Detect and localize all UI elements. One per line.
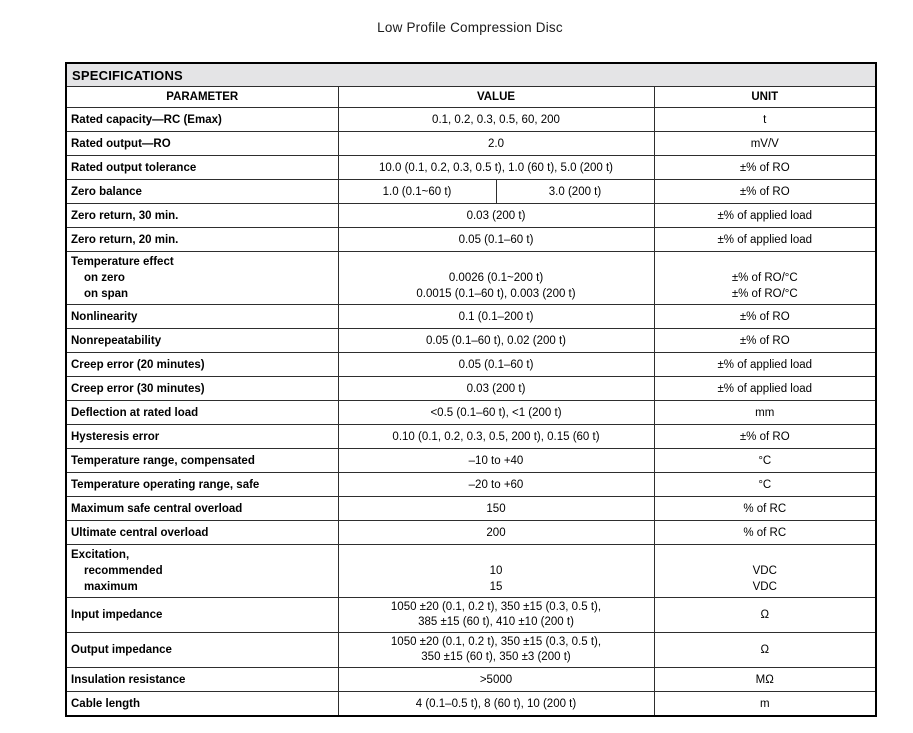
unit-cell: ±% of applied load xyxy=(654,353,876,377)
table-row xyxy=(66,204,876,228)
value-cell xyxy=(338,598,654,633)
unit-cell: Ω xyxy=(654,633,876,668)
unit-cell: t xyxy=(654,108,876,132)
unit-line: ±% of RO/°C xyxy=(731,272,798,284)
table-row xyxy=(66,425,876,449)
table-row xyxy=(66,692,876,717)
table-section-header xyxy=(66,63,876,87)
unit-line xyxy=(659,254,872,270)
param-cell xyxy=(66,252,338,305)
param-line: on zero xyxy=(84,272,125,284)
value-cell: >5000 xyxy=(338,668,654,692)
value-cell: 2.0 xyxy=(338,132,654,156)
value-cell: 0.10 (0.1, 0.2, 0.3, 0.5, 200 t), 0.15 (60 t) xyxy=(338,425,654,449)
param-cell: Rated capacity—RC (Emax) xyxy=(66,108,338,132)
table-row xyxy=(66,598,876,633)
table-row xyxy=(66,497,876,521)
unit-cell: Ω xyxy=(654,598,876,633)
column-header-value: VALUE xyxy=(338,87,654,108)
unit-cell: ±% of RO xyxy=(654,305,876,329)
column-header-parameter: PARAMETER xyxy=(66,87,338,108)
table-row xyxy=(66,668,876,692)
param-cell: Zero return, 20 min. xyxy=(66,228,338,252)
unit-cell: ±% of applied load xyxy=(654,228,876,252)
table-column-header-row xyxy=(66,87,876,108)
unit-cell: ±% of RO xyxy=(654,180,876,204)
unit-cell: ±% of applied load xyxy=(654,377,876,401)
param-cell: Rated output tolerance xyxy=(66,156,338,180)
param-cell: Creep error (20 minutes) xyxy=(66,353,338,377)
unit-line xyxy=(659,547,872,563)
unit-cell: mV/V xyxy=(654,132,876,156)
table-row xyxy=(66,633,876,668)
table-row xyxy=(66,449,876,473)
param-cell: Temperature range, compensated xyxy=(66,449,338,473)
value-cell: 4 (0.1–0.5 t), 8 (60 t), 10 (200 t) xyxy=(338,692,654,717)
table-row xyxy=(66,108,876,132)
value-line: 1050 ±20 (0.1, 0.2 t), 350 ±15 (0.3, 0.5 t), xyxy=(390,601,602,613)
value-line: 10 xyxy=(489,565,503,577)
value-cell: 0.05 (0.1–60 t), 0.02 (200 t) xyxy=(338,329,654,353)
unit-cell: ±% of RO xyxy=(654,156,876,180)
param-cell: Nonrepeatability xyxy=(66,329,338,353)
param-line: Excitation, xyxy=(71,549,130,561)
value-cell: 0.05 (0.1–60 t) xyxy=(338,353,654,377)
value-cell: 0.05 (0.1–60 t) xyxy=(338,228,654,252)
value-cell xyxy=(338,252,654,305)
value-cell: 10.0 (0.1, 0.2, 0.3, 0.5 t), 1.0 (60 t), 5.0 (200 t) xyxy=(338,156,654,180)
param-cell: Input impedance xyxy=(66,598,338,633)
param-line: recommended xyxy=(84,565,163,577)
value-line: 15 xyxy=(489,581,503,593)
param-line: maximum xyxy=(84,581,138,593)
unit-cell: ±% of RO xyxy=(654,329,876,353)
table-row xyxy=(66,305,876,329)
unit-cell xyxy=(654,252,876,305)
unit-line: ±% of RO/°C xyxy=(731,288,798,300)
param-cell: Rated output—RO xyxy=(66,132,338,156)
param-cell: Creep error (30 minutes) xyxy=(66,377,338,401)
unit-cell xyxy=(654,545,876,598)
value-cell: 150 xyxy=(338,497,654,521)
value-cell-left: 1.0 (0.1~60 t) xyxy=(338,180,496,204)
table-row xyxy=(66,401,876,425)
param-cell: Hysteresis error xyxy=(66,425,338,449)
table-row xyxy=(66,353,876,377)
value-cell-right: 3.0 (200 t) xyxy=(496,180,654,204)
unit-cell: m xyxy=(654,692,876,717)
value-line: 1050 ±20 (0.1, 0.2 t), 350 ±15 (0.3, 0.5 t), xyxy=(390,636,602,648)
value-line: 0.0026 (0.1~200 t) xyxy=(448,272,544,284)
unit-cell: ±% of RO xyxy=(654,425,876,449)
value-line xyxy=(343,254,650,270)
param-cell: Cable length xyxy=(66,692,338,717)
specifications-table xyxy=(65,62,877,717)
param-cell: Nonlinearity xyxy=(66,305,338,329)
value-cell: 0.1 (0.1–200 t) xyxy=(338,305,654,329)
table-row xyxy=(66,545,876,598)
section-title: SPECIFICATIONS xyxy=(66,63,876,87)
param-cell: Deflection at rated load xyxy=(66,401,338,425)
value-line: 0.0015 (0.1–60 t), 0.003 (200 t) xyxy=(416,288,576,300)
table-row xyxy=(66,377,876,401)
param-cell: Zero return, 30 min. xyxy=(66,204,338,228)
table-row xyxy=(66,228,876,252)
value-line: 385 ±15 (60 t), 410 ±10 (200 t) xyxy=(418,616,574,628)
value-cell: 200 xyxy=(338,521,654,545)
param-cell: Ultimate central overload xyxy=(66,521,338,545)
unit-cell: MΩ xyxy=(654,668,876,692)
table-row xyxy=(66,180,876,204)
param-cell: Temperature operating range, safe xyxy=(66,473,338,497)
page-title: Low Profile Compression Disc xyxy=(377,20,563,35)
value-cell: 0.1, 0.2, 0.3, 0.5, 60, 200 xyxy=(338,108,654,132)
unit-cell: % of RC xyxy=(654,521,876,545)
value-line: 350 ±15 (60 t), 350 ±3 (200 t) xyxy=(421,651,571,663)
table-row xyxy=(66,132,876,156)
table-row xyxy=(66,473,876,497)
table-row xyxy=(66,156,876,180)
unit-line: VDC xyxy=(752,581,777,593)
unit-cell: °C xyxy=(654,449,876,473)
unit-cell: °C xyxy=(654,473,876,497)
param-cell: Output impedance xyxy=(66,633,338,668)
value-cell xyxy=(338,633,654,668)
value-cell: –20 to +60 xyxy=(338,473,654,497)
unit-cell: ±% of applied load xyxy=(654,204,876,228)
param-cell: Maximum safe central overload xyxy=(66,497,338,521)
unit-cell: % of RC xyxy=(654,497,876,521)
param-cell: Insulation resistance xyxy=(66,668,338,692)
value-cell: 0.03 (200 t) xyxy=(338,204,654,228)
param-line: on span xyxy=(84,288,129,300)
value-cell: 0.03 (200 t) xyxy=(338,377,654,401)
param-cell xyxy=(66,545,338,598)
table-row xyxy=(66,521,876,545)
param-line: Temperature effect xyxy=(71,256,174,268)
value-cell xyxy=(338,545,654,598)
table-row xyxy=(66,329,876,353)
value-cell: –10 to +40 xyxy=(338,449,654,473)
value-cell: <0.5 (0.1–60 t), <1 (200 t) xyxy=(338,401,654,425)
param-cell: Zero balance xyxy=(66,180,338,204)
unit-cell: mm xyxy=(654,401,876,425)
unit-line: VDC xyxy=(752,565,777,577)
value-line xyxy=(343,547,650,563)
table-row xyxy=(66,252,876,305)
column-header-unit: UNIT xyxy=(654,87,876,108)
